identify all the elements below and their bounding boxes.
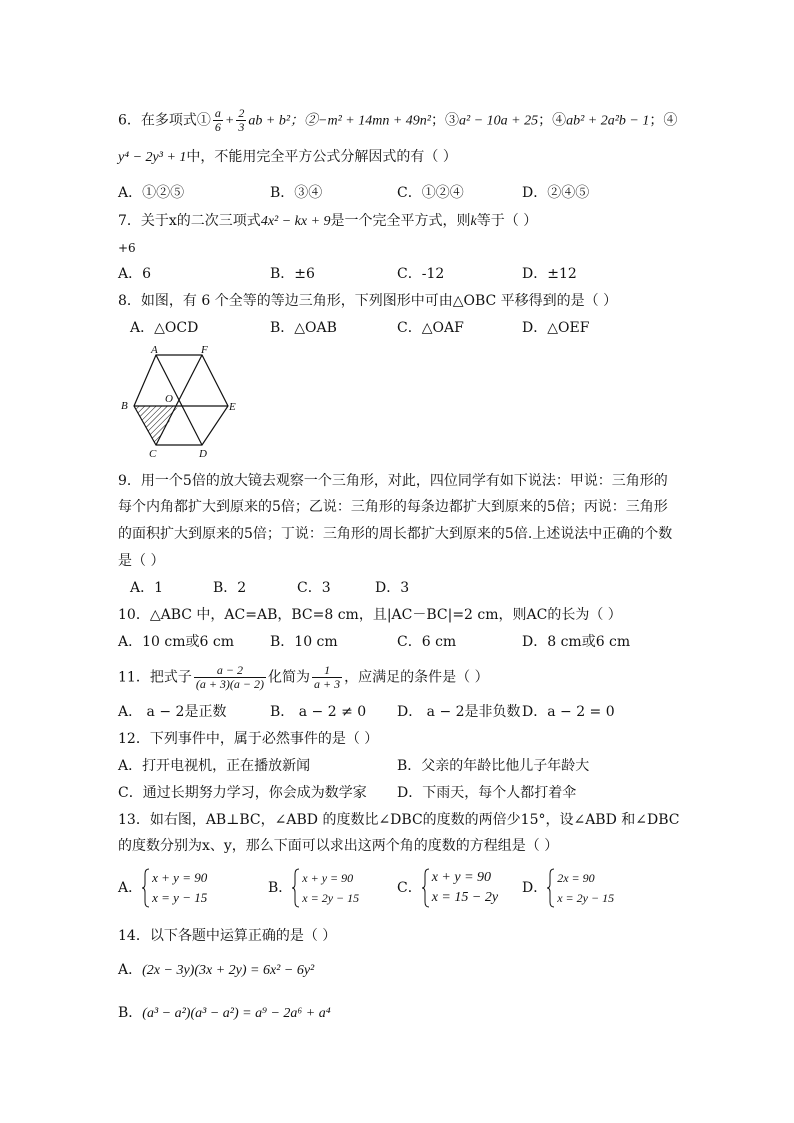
q7-option-c: C．-12	[397, 266, 445, 282]
q13-option-a-eq1: x + y = 90	[152, 870, 208, 885]
label-e: E	[229, 401, 236, 413]
q6-option-d: D．②④⑤	[522, 185, 590, 201]
q7-stem	[118, 211, 537, 232]
triangle-obc-shaded	[134, 406, 178, 445]
q14-option-a	[118, 960, 314, 981]
q12-stem: 12．下列事件中，属于必然事件的是（ ）	[118, 731, 379, 747]
q11-frac2-num: 1	[312, 664, 342, 678]
q6-sep4: ；④	[538, 112, 567, 129]
label-f: F	[201, 345, 208, 356]
q6-stem-line1	[118, 107, 677, 134]
q14-option-a-expr: (2x − 3y)(3x + 2y) = 6x² − 6y²	[142, 963, 315, 978]
q8-option-d: D．△OEF	[522, 320, 590, 336]
q11-frac1-den: (a + 3)(a − 2)	[195, 677, 265, 691]
q6-option-b: B．③④	[270, 185, 323, 201]
q11-option-c: D． a − 2是非负数	[397, 704, 521, 720]
q7-option-b: B．±6	[270, 266, 315, 282]
q11-option-d: D．a − 2 = 0	[522, 704, 615, 720]
q10-option-b: B．10 cm	[270, 634, 338, 650]
q13-option-c-eq2: x = 15 − 2y	[431, 890, 499, 905]
q10-option-c: C．6 cm	[397, 634, 457, 650]
brace-icon	[142, 868, 150, 908]
q6-frac1-den: 6	[214, 120, 221, 134]
label-c: C	[149, 448, 157, 460]
q13-option-d-eq1: 2x = 90	[557, 871, 595, 885]
q13-option-c-eq1: x + y = 90	[431, 870, 492, 885]
q13-option-b-system	[292, 868, 359, 908]
q13-option-b-label: B．	[268, 880, 293, 896]
q13-option-a-system	[142, 868, 207, 908]
q6-frac2-num: 2	[238, 106, 245, 120]
q6-stem-line2	[118, 147, 457, 168]
q9-option-d: D．3	[375, 580, 410, 596]
q14-stem: 14．以下各题中运算正确的是（ ）	[118, 928, 337, 944]
q9-option-b: B．2	[213, 580, 247, 596]
q13-option-d-label: D．	[522, 880, 548, 896]
hexagon-figure	[115, 345, 245, 460]
q13-line-2: 的度数分别为x、y，那么下面可以求出这两个角的度数的方程组是（ ）	[118, 838, 559, 854]
q6-stem-a: 6．在多项式①	[118, 112, 211, 129]
q6-option-a: A．①②⑤	[118, 185, 185, 201]
q13-option-c-label: C．	[397, 880, 422, 896]
q11-frac1-num: a − 2	[194, 664, 266, 678]
q7-expr: 4x² − kx + 9	[260, 214, 331, 229]
q13-option-b	[268, 868, 359, 908]
q11-stem-c: ，应满足的条件是（ ）	[344, 669, 489, 686]
q14-option-b-label: B．	[118, 1005, 143, 1021]
q6-term5: y⁴ − 2y³ + 1	[118, 150, 187, 165]
q13-option-a-label: A．	[118, 880, 143, 896]
q12-option-c: C．通过长期努力学习，你会成为数学家	[118, 785, 367, 801]
q9-line-4: 是（ ）	[118, 553, 165, 569]
q14-option-b-expr: (a³ − a²)(a³ − a²) = a⁹ − 2a⁶ + a⁴	[142, 1006, 331, 1021]
brace-icon	[547, 868, 555, 908]
q9-line-3: 的面积扩大到原来的5倍；丁说：三角形的周长都扩大到原来的5倍.上述说法中正确的个数	[118, 526, 673, 542]
q6-frac1-num: a	[214, 106, 221, 120]
label-a: A	[151, 345, 158, 356]
q11-frac1	[194, 664, 266, 691]
q9-option-a: A．1	[130, 580, 164, 596]
q6-frac1	[213, 107, 223, 134]
q6-frac2-den: 3	[238, 120, 245, 134]
q14-option-a-label: A．	[118, 962, 143, 978]
label-o: O	[165, 393, 173, 405]
q13-option-d-eq2: x = 2y − 15	[557, 891, 615, 905]
brace-icon	[422, 868, 430, 908]
q11-stem-b: 化简为	[268, 669, 311, 686]
q6-option-c: C．①②④	[397, 185, 464, 201]
q10-option-a: A．10 cm或6 cm	[118, 634, 234, 650]
q9-line-2: 每个内角都扩大到原来的5倍；乙说：三角形的每条边都扩大到原来的5倍；丙说：三角形	[118, 499, 668, 515]
q8-option-a: A．△OCD	[130, 320, 199, 336]
q6-frac2	[236, 107, 246, 134]
brace-icon	[292, 868, 300, 908]
q7-stem-c: 等于（ ）	[476, 213, 538, 229]
q11-frac2-den: a + 3	[314, 677, 341, 691]
q6-term1: ab + b²；②	[248, 113, 319, 129]
q6-sep5: ；④	[649, 112, 678, 129]
q13-option-a	[118, 868, 207, 908]
q7-k: k	[470, 214, 477, 229]
q8-stem: 8．如图，有 6 个全等的等边三角形，下列图形中可由△OBC 平移得到的是（ ）	[118, 293, 618, 309]
q11-option-a: A． a − 2是正数	[118, 704, 227, 720]
q13-line-1: 13．如右图，AB⊥BC，∠ABD 的度数比∠DBC的度数的两倍少15°，设∠ABD 和∠DBC	[118, 812, 680, 828]
q11-stem	[118, 664, 489, 691]
q6-term2: −m² + 14mn + 49n²	[318, 113, 431, 129]
q10-option-d: D．8 cm或6 cm	[522, 634, 631, 650]
q7-stem-a: 7．关于x的二次三项式	[118, 213, 261, 229]
q13-option-d	[522, 868, 614, 908]
q6-sep3: ；③	[431, 112, 459, 129]
q11-frac2	[312, 664, 342, 691]
q7-note: +6	[118, 241, 136, 255]
hexagon-outline	[134, 355, 228, 445]
q8-option-c: C．△OAF	[397, 320, 464, 336]
q13-option-c	[397, 868, 498, 908]
q7-option-d: D．±12	[522, 266, 577, 282]
q12-option-a: A．打开电视机，正在播放新闻	[118, 758, 311, 774]
q7-stem-b: 是一个完全平方式，则	[330, 213, 471, 229]
q13-option-a-eq2: x = y − 15	[152, 890, 208, 905]
q12-option-d: D．下雨天，每个人都打着伞	[397, 785, 577, 801]
q6-term3: a² − 10a + 25	[459, 113, 539, 129]
q8-option-b: B．△OAB	[270, 320, 337, 336]
q9-option-c: C．3	[297, 580, 331, 596]
label-b: B	[121, 400, 128, 412]
q11-option-b: B． a − 2 ≠ 0	[270, 704, 367, 720]
q13-option-b-eq1: x + y = 90	[302, 871, 354, 885]
label-d: D	[199, 448, 207, 460]
q6-term4: ab² + 2a²b − 1	[566, 113, 650, 129]
q14-option-b	[118, 1003, 331, 1024]
q10-stem: 10．△ABC 中，AC=AB，BC=8 cm，且|AC－BC|=2 cm，则AC的长为（ ）	[118, 607, 622, 623]
q13-option-c-system	[422, 868, 498, 908]
q11-stem-a: 11．把式子	[118, 669, 192, 686]
q9-line-1: 9．用一个5倍的放大镜去观察一个三角形，对此，四位同学有如下说法：甲说：三角形的	[118, 473, 668, 489]
q7-option-a: A．6	[118, 266, 152, 282]
q13-option-b-eq2: x = 2y − 15	[302, 891, 360, 905]
q6-plus: +	[224, 113, 235, 129]
q6-stem-b: 中，不能用完全平方公式分解因式的有（ ）	[186, 149, 457, 165]
q12-option-b: B．父亲的年龄比他儿子年龄大	[397, 758, 590, 774]
q13-option-d-system	[547, 868, 614, 908]
